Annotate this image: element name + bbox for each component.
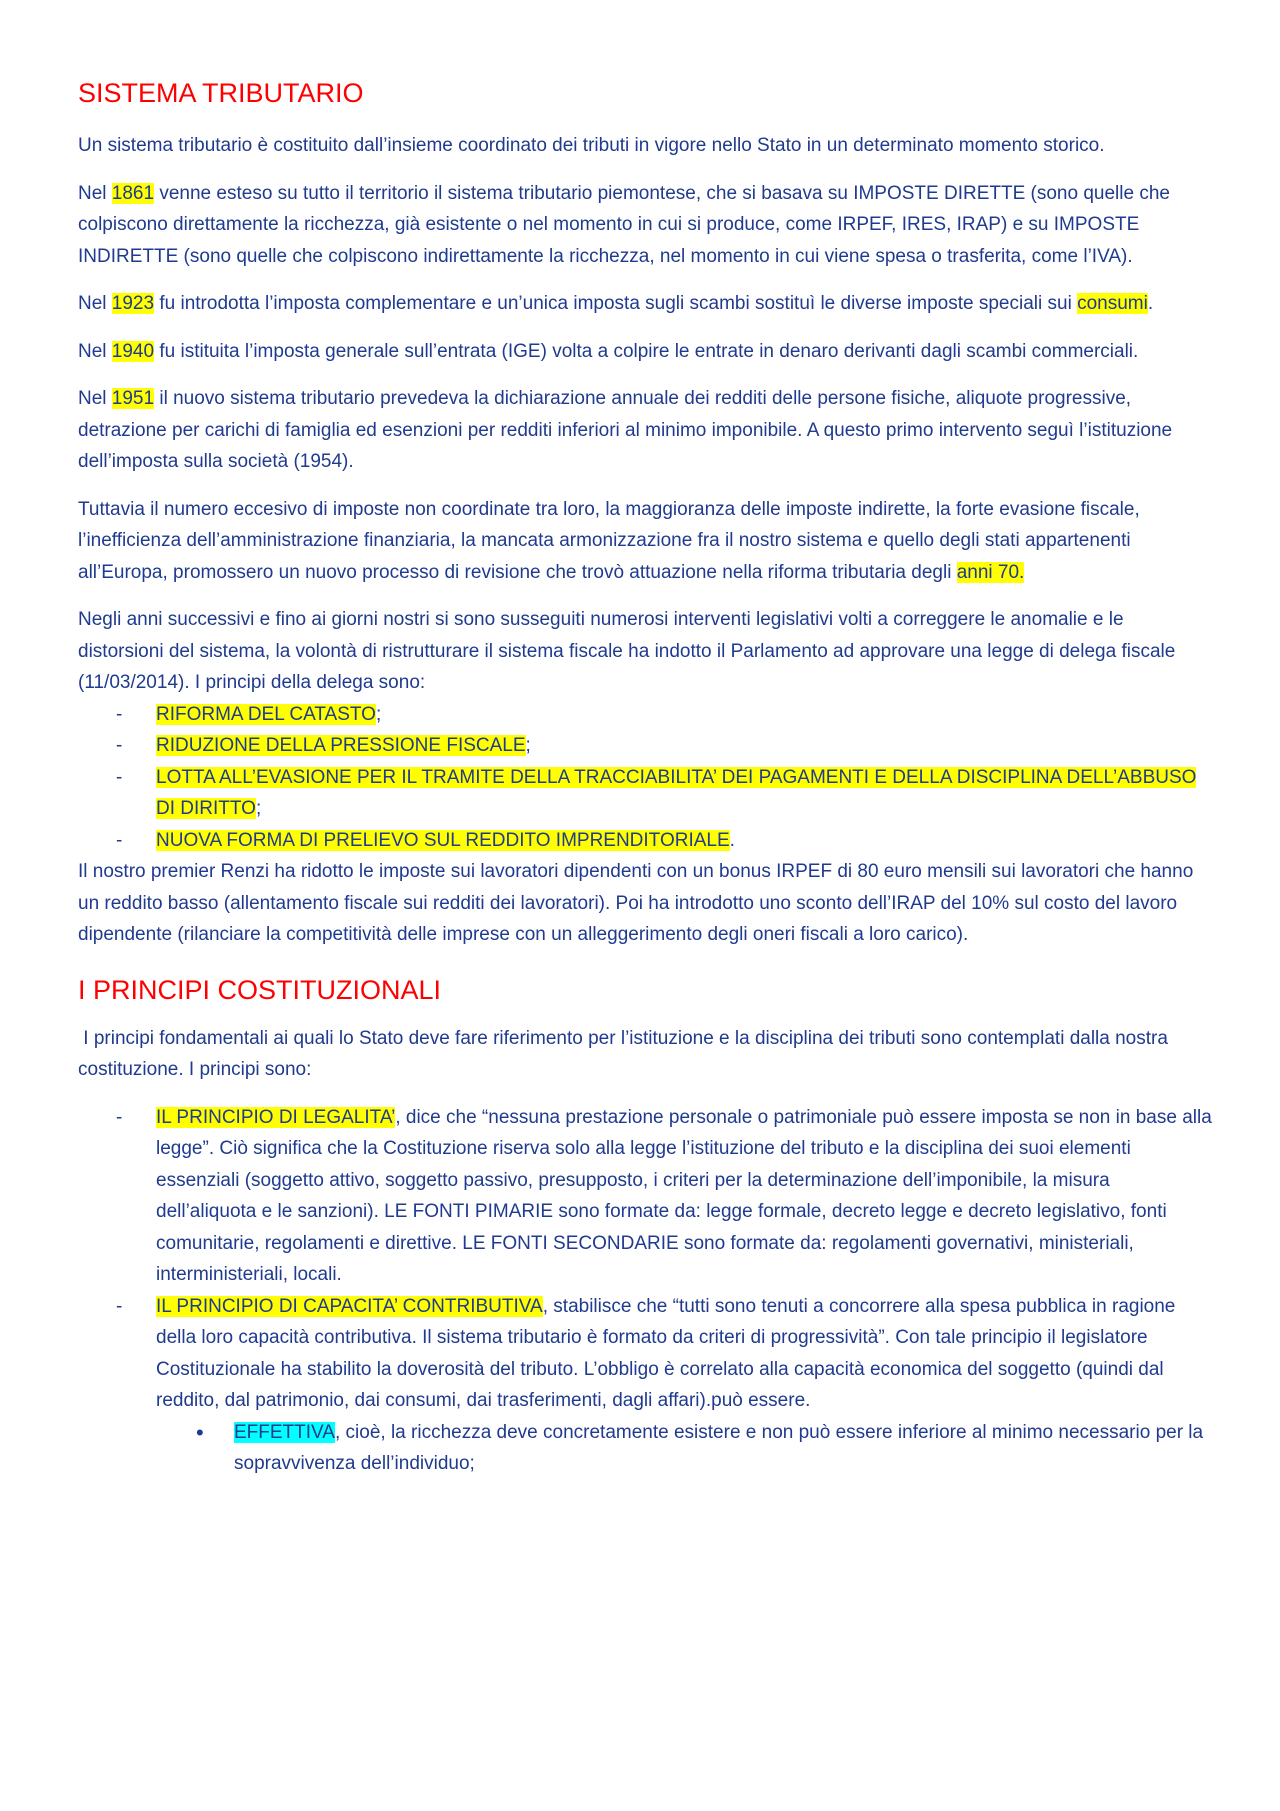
paragraph-definition: Un sistema tributario è costituito dall’insieme coordinato dei tributi in vigore nello Stato in un determinato momento storico. bbox=[78, 135, 1105, 156]
paragraph-delega-fiscale: Negli anni successivi e fino ai giorni nostri si sono susseguiti numerosi interventi legislativi volti a correggere le anomalie e le distorsioni del sistema, la volontà di ristrutturare il sistema fiscale ha indotto il Parlamento ad approvare una legge di delega fiscale (11/03/2014). I principi della delega sono: bbox=[78, 609, 1176, 693]
highlight-principio-capacita: IL PRINCIPIO DI CAPACITA’ CONTRIBUTIVA bbox=[156, 1295, 543, 1317]
paragraph-principi-intro: I principi fondamentali ai quali lo Stato deve fare riferimento per l’istituzione e la disciplina dei tributi sono contemplati dalla nostra costituzione. I principi sono: bbox=[78, 1027, 1174, 1080]
paragraph-1940: Nel 1940 fu istituita l’imposta generale sull’entrata (IGE) volta a colpire le entrate in denaro derivanti dagli scambi commerciali. bbox=[78, 340, 1139, 362]
list-item: - NUOVA FORMA DI PRELIEVO SUL REDDITO IMPRENDITORIALE. bbox=[78, 825, 1214, 857]
constitutional-principles-list bbox=[78, 1102, 1214, 1417]
list-item: - IL PRINCIPIO DI CAPACITA’ CONTRIBUTIVA, stabilisce che “tutti sono tenuti a concorrere alla spesa pubblica in ragione della loro capacità contributiva. Il sistema tributario è formato da criteri di progressività”. Con tale principio il legislatore Costituzionale ha stabilito la doverosità del tributo. L’obbligo è correlato alla capacità economica del soggetto (quindi dal reddito, dal patrimonio, dai consumi, dai trasferimenti, dagli affari).può essere. bbox=[78, 1291, 1214, 1417]
capacity-types-list bbox=[78, 1417, 1214, 1480]
section-title-sistema-tributario: SISTEMA TRIBUTARIO bbox=[78, 78, 364, 108]
paragraph-1923: Nel 1923 fu introdotta l’imposta complementare e un’unica imposta sugli scambi sostituì le diverse imposte speciali sui consumi. bbox=[78, 293, 1154, 314]
list-item: - IL PRINCIPIO DI LEGALITA’, dice che “nessuna prestazione personale o patrimoniale può essere imposta se non in base alla legge”. Ciò significa che la Costituzione riserva solo alla legge l’istituzione del tributo e la disciplina dei suoi elementi essenziali (soggetto attivo, soggetto passivo, presupposto, i criteri per la determinazione dell’imponibile, la misura dell’aliquota e le sanzioni). LE FONTI PIMARIE sono formate da: legge formale, decreto legge e decreto legislativo, fonti comunitarie, regolamenti e direttive. LE FONTI SECONDARIE sono formate da: regolamenti governativi, ministeriali, interministeriali, locali. bbox=[78, 1102, 1214, 1291]
paragraph-renzi: Il nostro premier Renzi ha ridotto le imposte sui lavoratori dipendenti con un bonus IRPEF di 80 euro mensili sui lavoratori che hanno un reddito basso (allentamento fiscale sui redditi dei lavoratori). Poi ha introdotto uno sconto dell’IRAP del 10% sul costo del lavoro dipendente (rilanciare la competitività delle imprese con un alleggerimento degli oneri fiscali a loro carico). bbox=[78, 861, 1194, 945]
delega-principles-list bbox=[78, 699, 1214, 857]
list-item: - RIFORMA DEL CATASTO; bbox=[78, 699, 1214, 731]
list-item: - LOTTA ALL’EVASIONE PER IL TRAMITE DELLA TRACCIABILITA’ DEI PAGAMENTI E DELLA DISCIPLINA DELL’ABBUSO DI DIRITTO; bbox=[78, 762, 1214, 825]
paragraph-riforma-anni-70: Tuttavia il numero eccesivo di imposte non coordinate tra loro, la maggioranza delle imposte indirette, la forte evasione fiscale, l’inefficienza dell’amministrazione finanziaria, la mancata armonizzazione fra il nostro sistema e quello degli stati appartenenti all’Europa, promossero un nuovo processo di revisione che trovò attuazione nella riforma tributaria degli anni 70. bbox=[78, 498, 1140, 583]
highlight-anni-70: anni 70. bbox=[956, 561, 1025, 583]
paragraph-1861: Nel 1861 venne esteso su tutto il territorio il sistema tributario piemontese, che si basava su IMPOSTE DIRETTE (sono quelle che colpiscono direttamente la ricchezza, già esistente o nel momento in cui si produce, come IRPEF, IRES, IRAP) e su IMPOSTE INDIRETTE (sono quelle che colpiscono indirettamente la ricchezza, nel momento in cui viene spesa o trasferita, come l’IVA). bbox=[78, 182, 1170, 267]
highlight-year-1940: 1940 bbox=[111, 340, 155, 362]
list-item: - RIDUZIONE DELLA PRESSIONE FISCALE; bbox=[78, 730, 1214, 762]
list-item: • EFFETTIVA, cioè, la ricchezza deve concretamente esistere e non può essere inferiore al minimo necessario per la sopravvivenza dell’individuo; bbox=[78, 1417, 1214, 1480]
highlight-consumi: consumi bbox=[1077, 293, 1148, 314]
highlight-year-1951: 1951 bbox=[111, 388, 155, 409]
document-page bbox=[78, 76, 1214, 1480]
paragraph-1951: Nel 1951 il nuovo sistema tributario prevedeva la dichiarazione annuale dei redditi delle persone fisiche, aliquote progressive, detrazione per carichi di famiglia ed esenzioni per redditi inferiori al minimo imponibile. A questo primo intervento seguì l’istituzione dell’imposta sulla società (1954). bbox=[78, 388, 1173, 472]
highlight-year-1861: 1861 bbox=[111, 182, 155, 204]
section-title-principi-costituzionali: I PRINCIPI COSTITUZIONALI bbox=[78, 974, 442, 1005]
highlight-effettiva: EFFETTIVA bbox=[234, 1421, 335, 1443]
highlight-principio-legalita: IL PRINCIPIO DI LEGALITA’ bbox=[156, 1106, 396, 1128]
highlight-year-1923: 1923 bbox=[111, 293, 155, 314]
